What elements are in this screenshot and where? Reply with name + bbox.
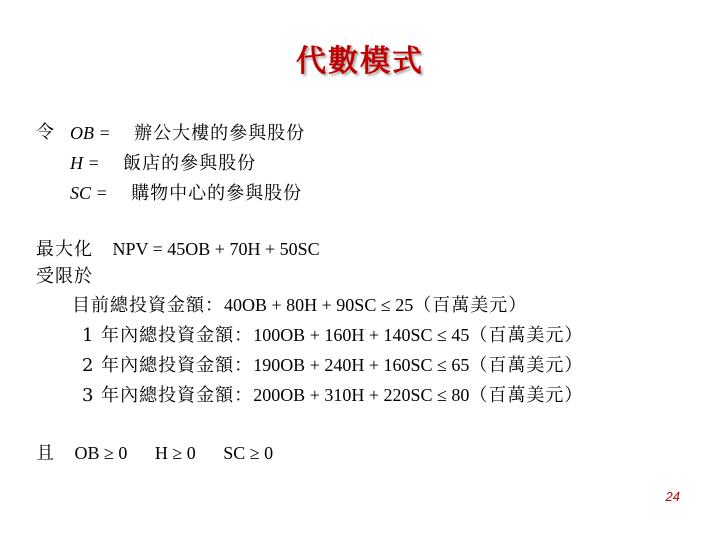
constraint-unit: （百萬美元） bbox=[469, 355, 584, 376]
constraint-line-current bbox=[72, 294, 527, 317]
variable-sc-description: 購物中心的參與股份 bbox=[131, 183, 303, 204]
nonnegativity-line bbox=[36, 442, 273, 465]
constraint-prefix: 3 年內總投資金額： bbox=[82, 385, 254, 406]
constraint-line-year3 bbox=[82, 384, 583, 407]
constraint-expression: 40OB + 80H + 90SC ≤ 25 bbox=[224, 295, 414, 315]
constraint-expression: 100OB + 160H + 140SC ≤ 45 bbox=[253, 325, 470, 345]
slide-title: 代數模式 bbox=[296, 44, 424, 79]
definition-line-ob bbox=[36, 122, 55, 144]
constraint-prefix: 2 年內總投資金額： bbox=[82, 355, 254, 376]
constraint-unit: （百萬美元） bbox=[469, 385, 584, 406]
variable-ob-description: 辦公大樓的參與股份 bbox=[134, 123, 306, 144]
constraint-prefix: 1 年內總投資金額： bbox=[82, 325, 254, 346]
objective-expression: NPV = 45OB + 70H + 50SC bbox=[112, 239, 320, 259]
constraint-prefix: 目前總投資金額： bbox=[72, 295, 224, 316]
nonneg-h: H ≥ 0 bbox=[154, 443, 196, 463]
objective-label: 最大化 bbox=[36, 239, 93, 260]
nonnegativity-label: 且 bbox=[36, 443, 55, 464]
nonneg-ob: OB ≥ 0 bbox=[74, 443, 128, 463]
variable-sc: SC = bbox=[70, 183, 108, 203]
definition-line-sc bbox=[70, 182, 302, 205]
constraint-expression: 200OB + 310H + 220SC ≤ 80 bbox=[253, 385, 470, 405]
constraint-unit: （百萬美元） bbox=[469, 325, 584, 346]
constraint-expression: 190OB + 240H + 160SC ≤ 65 bbox=[253, 355, 470, 375]
variable-h: H = bbox=[70, 153, 100, 173]
constraint-unit: （百萬美元） bbox=[413, 295, 528, 316]
page-number: 24 bbox=[665, 489, 680, 504]
constraint-line-year1 bbox=[82, 324, 583, 347]
objective-line bbox=[36, 238, 320, 261]
subject-to-label: 受限於 bbox=[36, 266, 93, 287]
constraint-line-year2 bbox=[82, 354, 583, 377]
nonneg-sc: SC ≥ 0 bbox=[223, 443, 274, 463]
variable-h-description: 飯店的參與股份 bbox=[123, 153, 257, 174]
definition-line-ob-body bbox=[70, 122, 305, 145]
definition-line-h bbox=[70, 152, 256, 175]
let-word: 令 bbox=[36, 122, 55, 143]
variable-ob: OB = bbox=[70, 123, 111, 143]
